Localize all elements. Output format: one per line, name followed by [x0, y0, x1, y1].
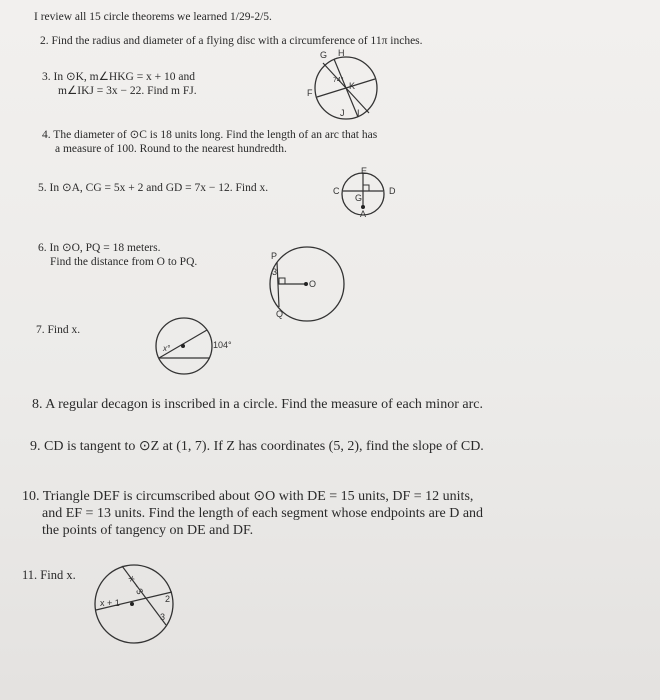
label-c: C: [333, 186, 340, 196]
label-three: 3: [272, 267, 278, 277]
problem-4-line1: 4. The diameter of ⊙C is 18 units long. Find the length of an arc that has: [42, 129, 378, 141]
problem-3-line2: m∠IKJ = 3x − 22. Find m FJ.: [58, 85, 197, 97]
label-f: F: [307, 88, 313, 98]
problem-8: 8. A regular decagon is inscribed in a circle. Find the measure of each minor arc.: [32, 397, 483, 412]
problem-10-line2: and EF = 13 units. Find the length of each segment whose endpoints are D and: [42, 506, 484, 521]
problem-2: 2. Find the radius and diameter of a flying disc with a circumference of 11π inches.: [40, 35, 423, 47]
label-two: 2: [165, 594, 171, 604]
label-p: P: [271, 251, 278, 261]
label-x-minus-3: x − 3: [126, 573, 146, 597]
label-a: A: [360, 209, 367, 219]
label-x-plus-1: x + 1: [100, 598, 120, 608]
label-j: J: [340, 108, 345, 118]
problem-6-line2: Find the distance from O to PQ.: [50, 256, 198, 268]
label-x-angle: x°: [163, 344, 171, 353]
problem-6-line1: 6. In ⊙O, PQ = 18 meters.: [38, 242, 161, 254]
label-q: Q: [276, 309, 284, 319]
label-k: K: [349, 81, 356, 91]
label-g-5: G: [355, 193, 363, 203]
label-angle-74: 74°: [333, 77, 344, 84]
label-d: D: [389, 186, 396, 196]
problem-5: 5. In ⊙A, CG = 5x + 2 and GD = 7x − 12. Find x.: [38, 182, 269, 194]
label-i: I: [357, 108, 360, 118]
label-arc-104: 104°: [213, 340, 232, 350]
label-three-11: 3: [160, 612, 166, 622]
problem-10-line3: the points of tangency on DE and DF.: [42, 523, 254, 538]
problem-9: 9. CD is tangent to ⊙Z at (1, 7). If Z has coordinates (5, 2), find the slope of CD.: [30, 439, 484, 454]
problem-4-line2: a measure of 100. Round to the nearest hundredth.: [55, 143, 287, 155]
problem-11: 11. Find x.: [22, 568, 76, 582]
label-h: H: [338, 48, 345, 58]
label-e: E: [361, 166, 368, 176]
problem-10-line1: 10. Triangle DEF is circumscribed about ⊙O with DE = 15 units, DF = 12 units,: [22, 489, 474, 504]
problem-3-line1: 3. In ⊙K, m∠HKG = x + 10 and: [42, 71, 196, 83]
label-g: G: [320, 50, 328, 60]
worksheet-header: I review all 15 circle theorems we learned 1/29-2/5.: [34, 11, 272, 23]
label-o: O: [309, 279, 317, 289]
problem-7: 7. Find x.: [36, 324, 81, 336]
